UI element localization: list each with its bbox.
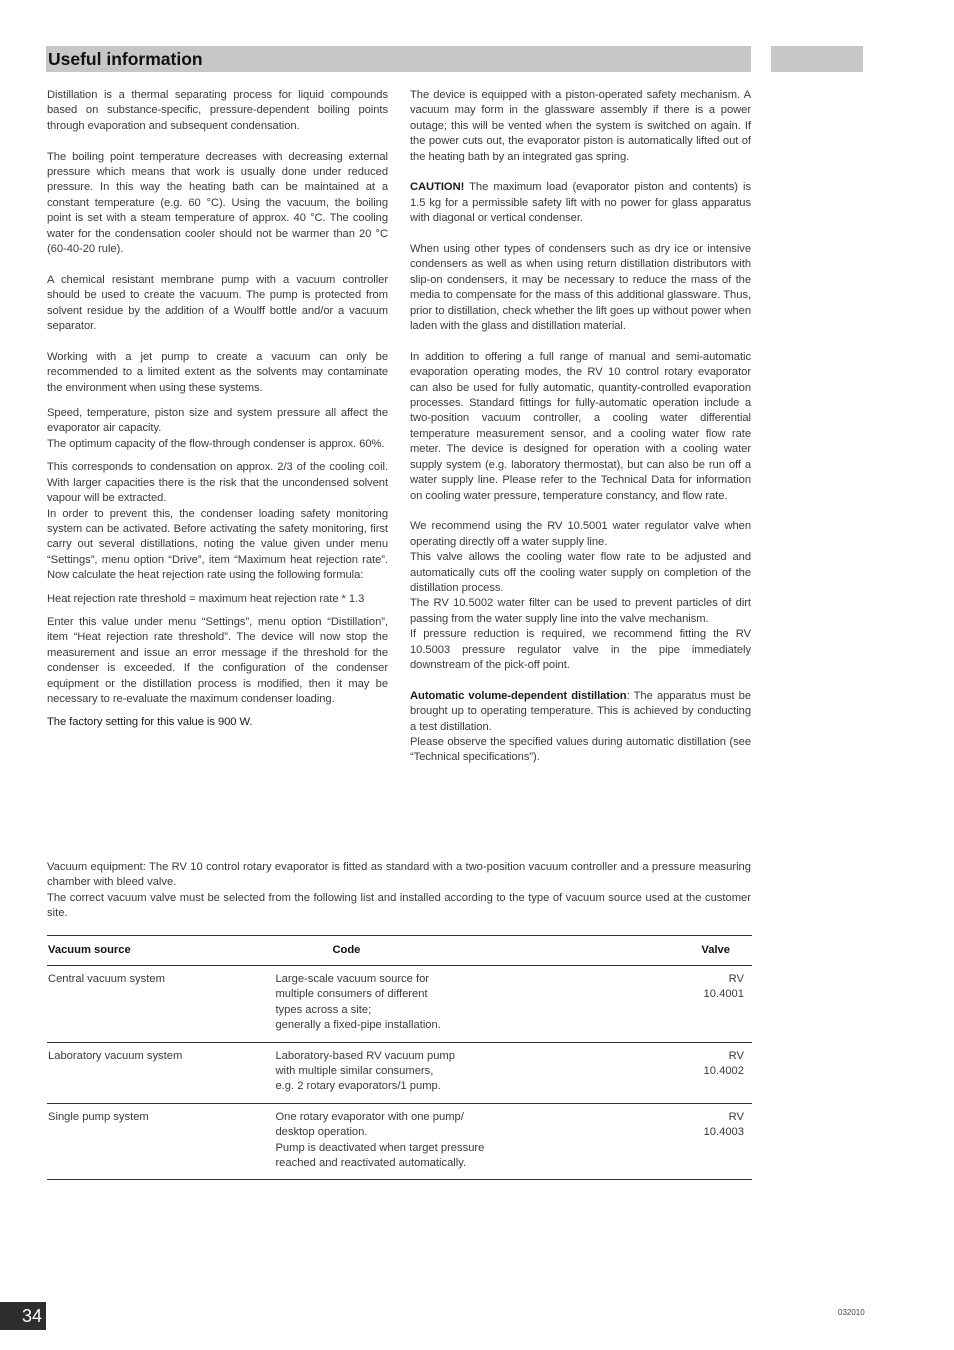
- paragraph: The optimum capacity of the flow-through condenser is approx. 60%.: [47, 437, 385, 450]
- code-line: Laboratory-based RV vacuum pump: [275, 1049, 455, 1062]
- paragraph: The correct vacuum valve must be selected from the following list and installed according to the type of vacuum source used at the customer site.: [47, 891, 751, 920]
- left-column: [47, 88, 388, 731]
- valve-cell: RV 10.4003: [700, 1103, 752, 1180]
- paragraph: Distillation is a thermal separating process for liquid compounds based on substance-specific, pressure-dependent boiling points through evaporation and subsequent condensation.: [47, 89, 388, 132]
- valve-cell: RV 10.4002: [700, 1042, 752, 1103]
- vacuum-source-table: [47, 935, 752, 1180]
- code-line: One rotary evaporator with one pump/: [275, 1110, 464, 1123]
- auto-distillation-label: Automatic volume-dependent distillation: [410, 689, 627, 702]
- page-title: Useful information: [48, 49, 203, 69]
- auto-distillation-paragraph: [410, 689, 751, 735]
- table-header-row: [47, 936, 752, 966]
- vacuum-source-cell: Single pump system: [47, 1103, 274, 1180]
- paragraph: The boiling point temperature decreases with decreasing external pressure which means that work is usually done under reduced pressure. In this way the heating bath can be maintained at a constant temperature (e.g. 60 °C). Using the vacuum, the boiling point is set with a steam temperature of approx. 40 °C. The cooling water for the condensation cooler should not be warmer than 20 °C (60-40-20 rule).: [47, 150, 388, 256]
- paragraph: In order to prevent this, the condenser loading safety monitoring system can be activated. Before activating the safety monitoring, first carry out several distillations, noting the value given under menu “Settings”, menu option “Drive”, item “Maximum heat rejection rate”. Now calculate the heat rejection rate using the following formula:: [47, 507, 388, 582]
- column-header-code: Code: [274, 936, 700, 966]
- caution-paragraph: [410, 180, 751, 226]
- paragraph: The factory setting for this value is 900 W.: [47, 716, 253, 729]
- formula: Heat rejection rate threshold = maximum heat rejection rate * 1.3: [47, 592, 365, 605]
- paragraph: When using other types of condensers such as dry ice or intensive condensers as well as when using return distillation distributors with slip-on condensers, it may be necessary to reduce the mass of the media to compensate for the mass of this additional glassware. Thus, prior to distillation, check whether the lift goes up without power when laden with the glass and distillation material.: [410, 243, 751, 333]
- paragraph: Enter this value under menu “Settings”, menu option “Distillation”, item “Heat rejection rate threshold”. The device will now stop the measurement and issue an error message if the threshold for the condenser is exceeded. If the configuration of the condenser equipment or the distillation process is modified, then it may be necessary to re-evaluate the maximum condenser loading.: [47, 615, 388, 705]
- paragraph: Please observe the specified values during automatic distillation (see “Technical specifications”).: [410, 735, 751, 764]
- header-tab: [771, 46, 863, 72]
- auto-distillation-text: : The apparatus must be brought up to operating temperature. This is achieved by conducting a test distillation.: [410, 689, 752, 733]
- paragraph: The RV 10.5002 water filter can be used to prevent particles of dirt passing from the water supply line into the valve mechanism.: [410, 597, 751, 625]
- document-code: 032010: [838, 1308, 865, 1317]
- paragraph: The device is equipped with a piston-operated safety mechanism. A vacuum may form in the glassware assembly if there is a power outage; this will be vented when the system is switched on again. If the power cuts out, the evaporator piston is automatically lifted out of the heating bath by an integrated gas spring.: [410, 89, 751, 163]
- paragraph: Vacuum equipment: The RV 10 control rotary evaporator is fitted as standard with a two-position vacuum controller and a pressure measuring chamber with bleed valve.: [47, 861, 751, 889]
- code-line: desktop operation.: [275, 1126, 368, 1139]
- column-header-valve: Valve: [700, 936, 752, 966]
- paragraph: This valve allows the cooling water flow rate to be adjusted and automatically cuts off the cooling water supply on completion of the distillation process.: [410, 551, 751, 594]
- column-header-vacuum-source: Vacuum source: [47, 936, 274, 966]
- valve-cell: RV 10.4001: [700, 966, 752, 1043]
- code-cell: [274, 1103, 700, 1180]
- vacuum-source-cell: Central vacuum system: [47, 966, 274, 1043]
- paragraph: We recommend using the RV 10.5001 water regulator valve when operating directly off a water supply line.: [410, 520, 751, 548]
- code-line: reached and reactivated automatically.: [275, 1157, 467, 1170]
- paragraph: Working with a jet pump to create a vacuum can only be recommended to a limited extent as the solvents may contaminate the environment when using these systems.: [47, 350, 388, 394]
- paragraph: In addition to offering a full range of manual and semi-automatic evaporation operating modes, the RV 10 control rotary evaporator can also be used for fully automatic, quantity-controlled evaporation processes. Standard fittings for fully-automatic operation include a two-position vacuum controller, a cooling water differential temperature measurement sensor, and a cooling water flow rate meter. The device is designed for operation with a cooling water supply system (e.g. laboratory thermostat), but can also be run off a water supply line. Please refer to the Technical Data for information on cooling water pressure, temperature constancy, and flow rate.: [410, 350, 751, 502]
- code-cell: [274, 1042, 700, 1103]
- vacuum-source-cell: Laboratory vacuum system: [47, 1042, 274, 1103]
- page-number: 34: [0, 1302, 46, 1330]
- caution-text: The maximum load (evaporator piston and contents) is 1.5 kg for a permissible safety lift with no power for glass apparatus with diagonal or vertical condenser.: [410, 181, 751, 225]
- paragraph: If pressure reduction is required, we recommend fitting the RV 10.5003 pressure regulator valve in the pipe immediately downstream of the pick-off point.: [410, 628, 751, 671]
- table-row: [47, 1042, 752, 1103]
- code-cell: [274, 966, 700, 1043]
- table-row: [47, 966, 752, 1043]
- code-line: generally a fixed-pipe installation.: [275, 1019, 441, 1032]
- section-header: [46, 46, 751, 72]
- caution-label: CAUTION!: [410, 181, 465, 194]
- code-line: Pump is deactivated when target pressure: [275, 1141, 485, 1154]
- paragraph: Speed, temperature, piston size and system pressure all affect the evaporator air capacity.: [47, 407, 388, 435]
- vacuum-intro: [47, 860, 751, 922]
- right-column: [410, 88, 751, 766]
- code-line: Large-scale vacuum source for: [275, 973, 430, 985]
- paragraph: This corresponds to condensation on approx. 2/3 of the cooling coil. With larger capacities there is the risk that the uncondensed solvent vapour will be extracted.: [47, 461, 388, 505]
- code-line: with multiple similar consumers,: [275, 1065, 434, 1078]
- code-line: e.g. 2 rotary evaporators/1 pump.: [275, 1080, 441, 1093]
- paragraph: A chemical resistant membrane pump with a vacuum controller should be used to create the vacuum. The pump is protected from solvent residue by the addition of a Woulff bottle and/or a vacuum separator.: [47, 273, 388, 333]
- table-row: [47, 1103, 752, 1180]
- code-line: multiple consumers of different: [275, 988, 428, 1001]
- code-line: types across a site;: [275, 1003, 372, 1016]
